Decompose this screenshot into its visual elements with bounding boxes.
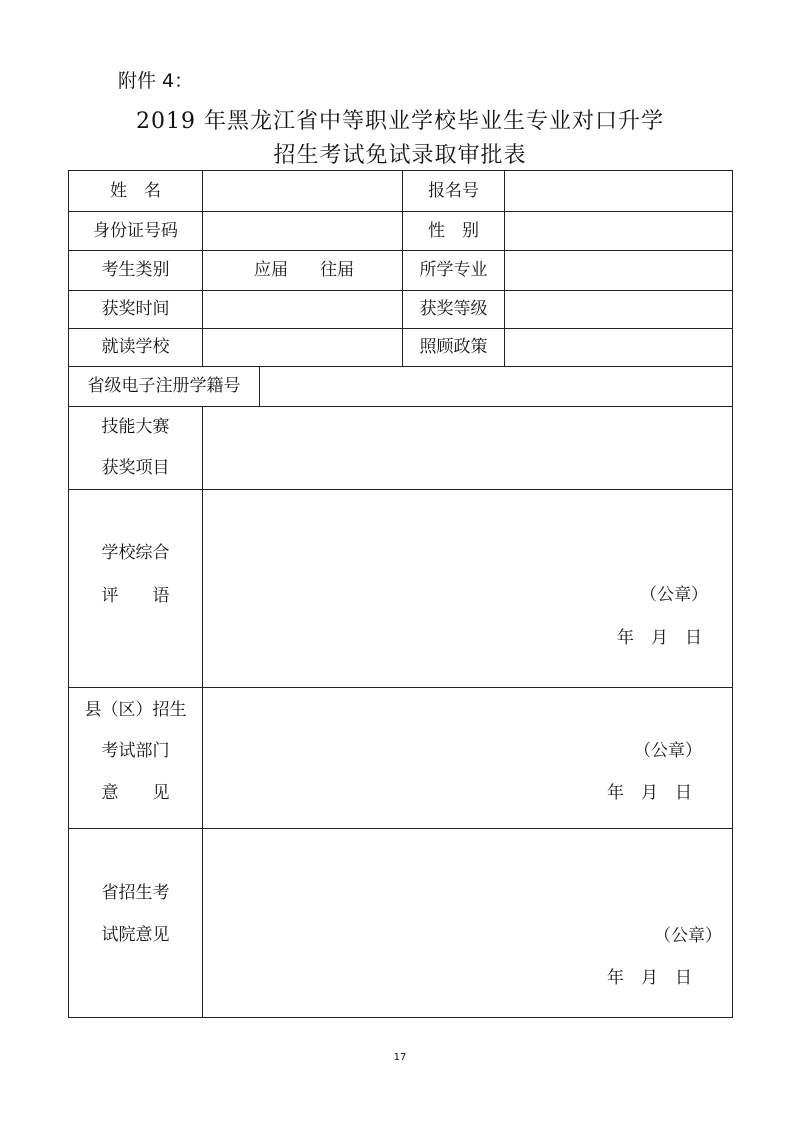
reg-no-label: 报名号 [428, 181, 479, 201]
county-seal-text: （公章） [634, 741, 702, 761]
category-option-past[interactable]: 往届 [320, 260, 354, 280]
school-label: 就读学校 [101, 337, 170, 357]
provincial-student-id-label: 省级电子注册学籍号 [87, 376, 241, 396]
reg-no-field[interactable] [505, 171, 733, 211]
county-review-label-2: 考试部门 [101, 741, 170, 761]
province-seal-text: （公章） [654, 926, 722, 946]
school-field[interactable] [203, 329, 401, 366]
skill-contest-label-2: 获奖项目 [101, 458, 170, 478]
id-number-label: 身份证号码 [93, 221, 178, 241]
province-review-field[interactable] [203, 829, 733, 1018]
name-field[interactable] [203, 171, 401, 211]
skill-contest-field[interactable] [203, 407, 733, 489]
award-time-field[interactable] [203, 291, 401, 328]
province-review-label: 省招生考 [101, 883, 170, 903]
form-title-line1: 2019 年黑龙江省中等职业学校毕业生专业对口升学 [136, 109, 664, 134]
category-option-current[interactable]: 应届 [254, 260, 288, 280]
major-field[interactable] [505, 251, 733, 290]
provincial-student-id-field[interactable] [260, 367, 733, 406]
province-date-text: 年 月 日 [607, 968, 692, 988]
county-review-label: 县（区）招生 [84, 700, 187, 720]
id-number-field[interactable] [203, 212, 401, 250]
province-review-label-2: 试院意见 [101, 925, 170, 945]
skill-contest-label: 技能大赛 [101, 417, 170, 437]
school-seal-text: （公章） [640, 585, 708, 605]
name-label: 姓 名 [110, 181, 161, 201]
gender-label: 性 别 [428, 221, 479, 241]
page-number: 17 [393, 1052, 407, 1063]
form-title-line2: 招生考试免试录取审批表 [273, 143, 527, 168]
attachment-label: 附件 4： [118, 70, 194, 92]
gender-field[interactable] [505, 212, 733, 250]
major-label: 所学专业 [419, 260, 488, 280]
county-review-label-3: 意 见 [101, 783, 170, 803]
category-label: 考生类别 [101, 260, 170, 280]
policy-field[interactable] [505, 329, 733, 366]
county-date-text: 年 月 日 [607, 783, 692, 803]
school-review-label-2: 评 语 [101, 586, 170, 606]
award-time-label: 获奖时间 [101, 299, 170, 319]
school-date-text: 年 月 日 [617, 628, 702, 648]
approval-form-table [68, 170, 733, 1018]
school-review-label: 学校综合 [101, 543, 170, 563]
award-level-field[interactable] [505, 291, 733, 328]
policy-label: 照顾政策 [419, 337, 488, 357]
award-level-label: 获奖等级 [419, 299, 488, 319]
